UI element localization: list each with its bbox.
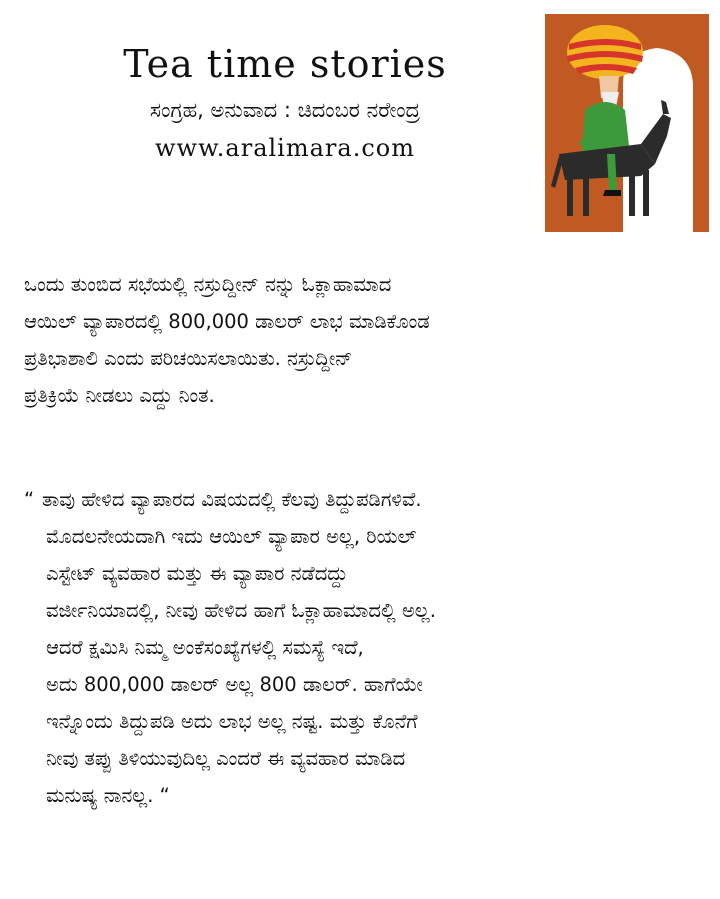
paragraph-line: ಇನ್ನೊಂದು ತಿದ್ದುಪಡಿ ಅದು ಲಾಭ ಅಲ್ಲ ನಷ್ಟ. ಮತ್ತು ಕೊನೆಗೆ bbox=[46, 710, 418, 733]
paragraph-line: ವರ್ಜೀನಿಯಾದಲ್ಲಿ, ನೀವು ಹೇಳಿದ ಹಾಗೆ ಓಕ್ಲಾಹಾಮಾದಲ್ಲಿ ಅಲ್ಲ. bbox=[46, 599, 436, 622]
quote-mark-open: “ bbox=[24, 488, 35, 511]
paragraph-line: ಪ್ರತಿಕ್ರಿಯೆ ನೀಡಲು ಎದ್ದು ನಿಂತ. bbox=[24, 384, 215, 407]
website-url: www.aralimara.com bbox=[155, 134, 415, 162]
paragraph-line: ಆಯಿಲ್ ವ್ಯಾಪಾರದಲ್ಲಿ 800,000 ಡಾಲರ್ ಲಾಭ ಮಾಡಿಕೊಂಡ bbox=[24, 310, 430, 333]
paragraph-line: ಆದರೆ ಕ್ಷಮಿಸಿ ನಿಮ್ಮ ಅಂಕೆಸಂಖ್ಯೆಗಳಲ್ಲಿ ಸಮಸ್ಯೆ ಇದೆ, bbox=[46, 636, 364, 659]
header bbox=[60, 40, 510, 166]
page-title: Tea time stories bbox=[123, 42, 447, 86]
paragraph-line bbox=[24, 481, 714, 518]
paragraph-line: ನೀವು ತಪ್ಪು ತಿಳಿಯುವುದಿಲ್ಲ ಎಂದರೆ ಈ ವ್ಯವಹಾರ ಮಾಡಿದ bbox=[46, 747, 406, 770]
paragraph-intro bbox=[24, 266, 704, 414]
paragraph-line: ಒಂದು ತುಂಬಿದ ಸಭೆಯಲ್ಲಿ ನಸ್ರುದ್ದೀನ್ ನನ್ನು ಓಕ್ಲಾಹಾಮಾದ bbox=[24, 273, 392, 296]
paragraph-line: ಮನುಷ್ಯ ನಾನಲ್ಲ. “ bbox=[46, 784, 170, 807]
subtitle: ಸಂಗ್ರಹ, ಅನುವಾದ : ಚಿದಂಬರ ನರೇಂದ್ರ bbox=[149, 98, 421, 122]
paragraph-line: ಮೊದಲನೇಯದಾಗಿ ಇದು ಆಯಿಲ್ ವ್ಯಾಪಾರ ಅಲ್ಲ, ರಿಯಲ್ bbox=[46, 525, 417, 548]
paragraph-line: ಎಸ್ಟೇಟ್ ವ್ಯವಹಾರ ಮತ್ತು ಈ ವ್ಯಾಪಾರ ನಡೆದದ್ದು bbox=[46, 562, 348, 585]
paragraph-line: ಪ್ರತಿಭಾಶಾಲಿ ಎಂದು ಪರಿಚಯಿಸಲಾಯಿತು. ನಸ್ರುದ್ದೀನ್ bbox=[24, 347, 353, 370]
paragraph-quote bbox=[24, 481, 714, 814]
paragraph-line-text: ತಾವು ಹೇಳಿದ ವ್ಯಾಪಾರದ ವಿಷಯದಲ್ಲಿ ಕೆಲವು ತಿದ್ದುಪಡಿಗಳಿವೆ. bbox=[42, 488, 422, 511]
paragraph-line: ಅದು 800,000 ಡಾಲರ್ ಅಲ್ಲ 800 ಡಾಲರ್. ಹಾಗೆಯೇ bbox=[46, 673, 423, 696]
nasruddin-illustration-icon bbox=[545, 14, 709, 232]
